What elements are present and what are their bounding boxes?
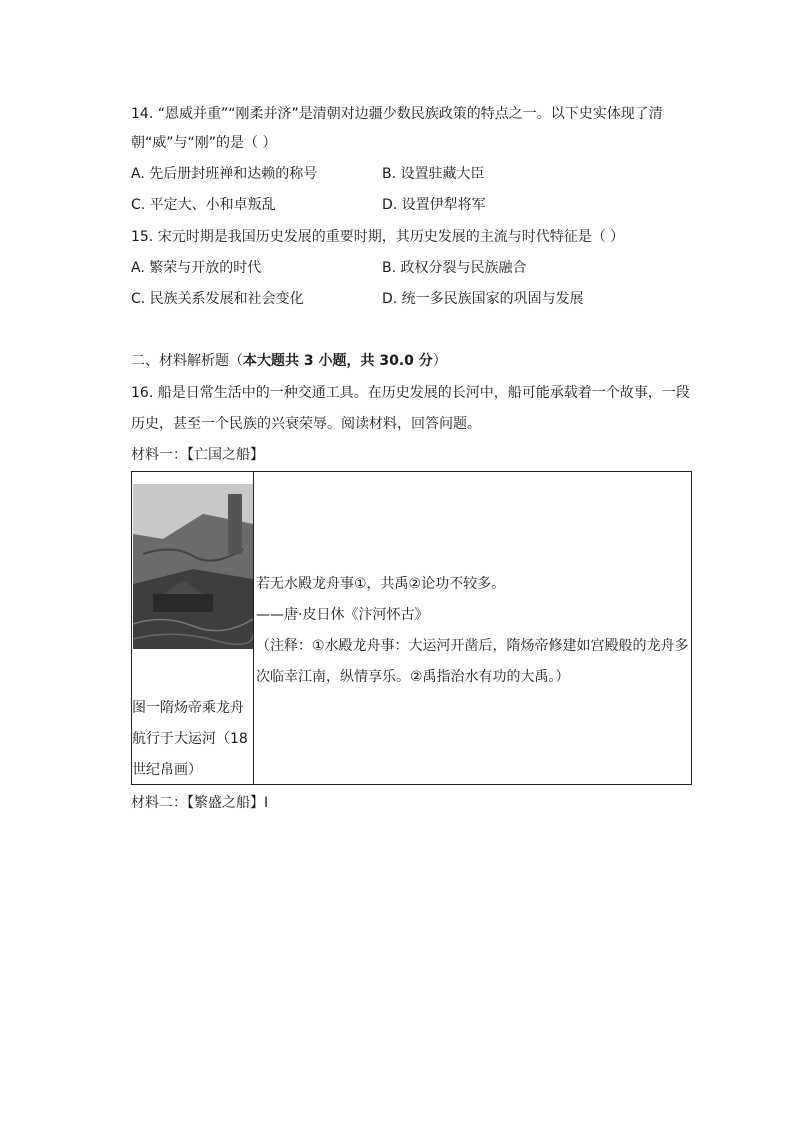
material2-label: 材料二：【繁盛之船】I	[131, 795, 269, 811]
q15-option-d[interactable]: D. 统一多民族国家的巩固与发展	[382, 291, 584, 307]
painting-caption-line3: 世纪帛画）	[132, 762, 202, 778]
poem-attribution: ——唐·皮日休《汴河怀古》	[256, 607, 429, 623]
poem-note-line2: 次临幸江南，纵情享乐。②禹指治水有功的大禹。）	[256, 669, 570, 685]
q15-option-a[interactable]: A. 繁荣与开放的时代	[131, 260, 262, 276]
q14-option-d[interactable]: D. 设置伊犁将军	[382, 197, 486, 213]
section-heading-detail: 本大题共 3 小题，共 30.0 分	[243, 353, 433, 369]
q15-option-c[interactable]: C. 民族关系发展和社会变化	[131, 291, 304, 307]
section-heading	[131, 351, 447, 371]
material1-table	[131, 471, 692, 785]
section-heading-prefix: 二、材料解析题（	[131, 353, 243, 369]
section-heading-suffix: ）	[432, 353, 447, 369]
painting-caption-line2: 航行于大运河（18	[132, 731, 248, 747]
q16-stem-line1: 16. 船是日常生活中的一种交通工具。在历史发展的长河中，船可能承载着一个故事，一段	[131, 385, 690, 401]
table-divider	[253, 472, 254, 784]
painting-caption-line1: 图一隋炀帝乘龙舟	[132, 700, 244, 716]
painting-illustration	[133, 484, 253, 649]
poem-line: 若无水殿龙舟事①，共禹②论功不较多。	[256, 576, 506, 592]
q15-stem: 15. 宋元时期是我国历史发展的重要时期，其历史发展的主流与时代特征是（ ）	[131, 229, 625, 245]
q14-option-a[interactable]: A. 先后册封班禅和达赖的称号	[131, 166, 318, 182]
dragon-boat-painting	[133, 484, 253, 649]
q14-stem-line1: 14. “恩威并重”“刚柔并济”是清朝对边疆少数民族政策的特点之一。以下史实体现了清	[131, 106, 663, 122]
q14-stem-line2: 朝“威”与“刚”的是（ ）	[131, 135, 277, 151]
q16-stem-line2: 历史，甚至一个民族的兴衰荣辱。阅读材料，回答问题。	[131, 416, 481, 432]
q15-option-b[interactable]: B. 政权分裂与民族融合	[382, 260, 527, 276]
q14-option-b[interactable]: B. 设置驻藏大臣	[382, 166, 485, 182]
material1-label: 材料一：【亡国之船】	[131, 447, 264, 463]
q14-option-c[interactable]: C. 平定大、小和卓叛乱	[131, 197, 276, 213]
poem-note-line1: （注释：①水殿龙舟事：大运河开凿后，隋炀帝修建如宫殿般的龙舟多	[256, 638, 689, 654]
